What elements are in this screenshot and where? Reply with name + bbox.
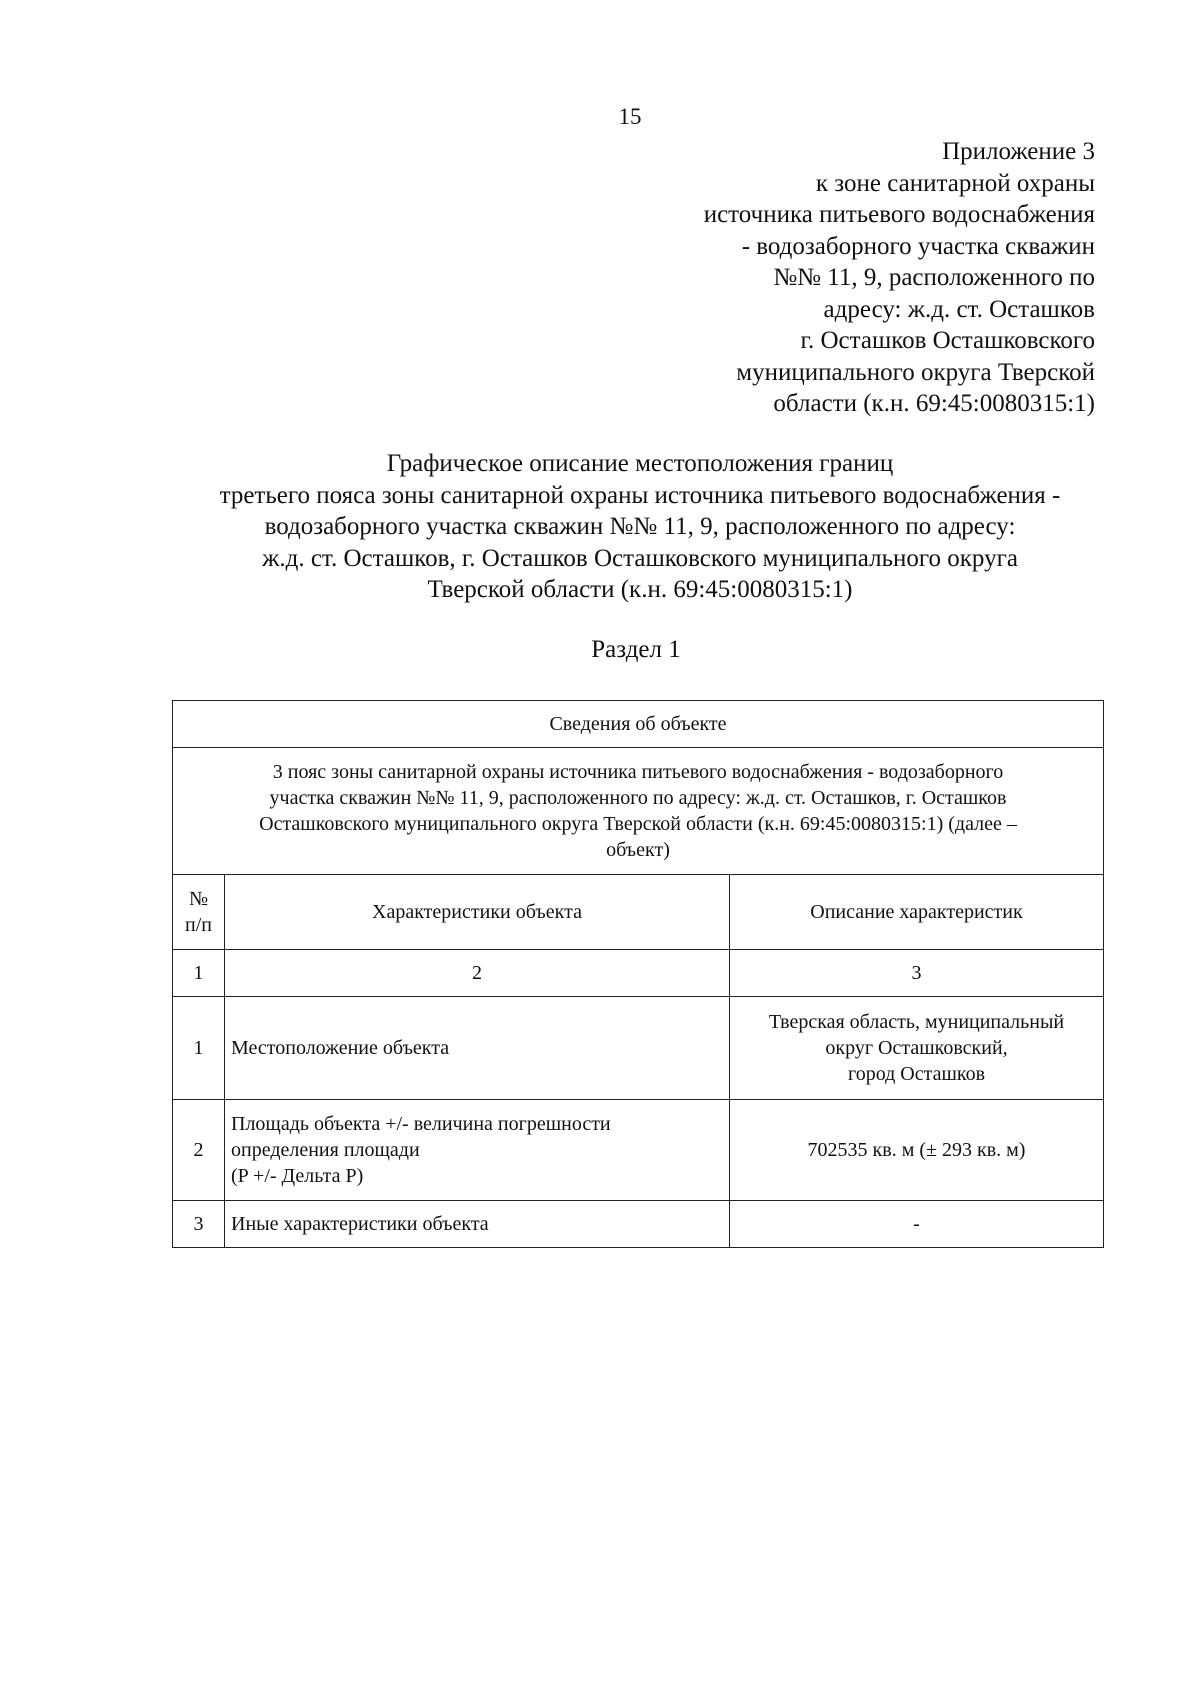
row-characteristic-line: Иные характеристики объекта xyxy=(231,1213,489,1235)
row-characteristic-line: Местоположение объекта xyxy=(231,1037,450,1059)
column-header-description: Описание характеристик xyxy=(730,875,1104,950)
row-description-line: - xyxy=(913,1213,920,1235)
table-header: Сведения об объекте xyxy=(173,701,1104,748)
object-description-row xyxy=(173,748,1104,875)
column-index: 3 xyxy=(730,950,1104,997)
title-line: водозаборного участка скважин №№ 11, 9, расположенного по адресу: xyxy=(264,513,1016,540)
row-number: 3 xyxy=(173,1201,225,1248)
row-description xyxy=(730,997,1104,1100)
table-row xyxy=(173,1100,1104,1201)
object-line: Осташковского муниципального округа Тверской области (к.н. 69:45:0080315:1) (далее – xyxy=(259,813,1017,835)
row-description xyxy=(730,1201,1104,1248)
appendix-line: области (к.н. 69:45:0080315:1) xyxy=(773,390,1095,417)
column-header-num xyxy=(173,875,225,950)
column-index: 1 xyxy=(173,950,225,997)
column-index: 2 xyxy=(225,950,730,997)
title-line: третьего пояса зоны санитарной охраны источника питьевого водоснабжения - xyxy=(219,481,1061,509)
row-description-line: 702535 кв. м (± 293 кв. м) xyxy=(807,1139,1026,1161)
row-number: 2 xyxy=(173,1100,225,1201)
appendix-line: источника питьевого водоснабжения xyxy=(703,201,1095,228)
row-characteristic xyxy=(225,1100,730,1201)
row-description xyxy=(730,1100,1104,1201)
column-header-num-line: п/п xyxy=(185,914,212,936)
appendix-line: адресу: ж.д. ст. Осташков xyxy=(823,295,1095,323)
page-number: 15 xyxy=(618,104,642,129)
column-header-characteristic: Характеристики объекта xyxy=(225,875,730,950)
object-description xyxy=(173,748,1104,875)
column-index-row xyxy=(173,950,1104,997)
title-line: Тверской области (к.н. 69:45:0080315:1) xyxy=(427,576,853,603)
row-number: 1 xyxy=(173,997,225,1100)
appendix-line: Приложение 3 xyxy=(942,138,1095,165)
row-characteristic-line: определения площади xyxy=(231,1139,420,1161)
row-characteristic-line: Площадь объекта +/- величина погрешности xyxy=(231,1113,611,1135)
row-characteristic-line: (P +/- Дельта P) xyxy=(231,1165,364,1187)
row-characteristic xyxy=(225,1201,730,1248)
appendix-line: - водозаборного участка скважин xyxy=(741,232,1095,260)
title-line: Графическое описание местоположения границ xyxy=(386,450,894,477)
row-description-line: округ Осташковский, xyxy=(825,1037,1008,1059)
table-row xyxy=(173,1201,1104,1248)
object-line: участка скважин №№ 11, 9, расположенного по адресу: ж.д. ст. Осташков, г. Осташков xyxy=(269,787,1007,809)
appendix-line: к зоне санитарной охраны xyxy=(815,169,1095,197)
appendix-line: №№ 11, 9, расположенного по xyxy=(773,264,1095,291)
row-description-line: город Осташков xyxy=(847,1063,986,1085)
appendix-line: г. Осташков Осташковского xyxy=(800,327,1095,354)
table-header-row xyxy=(173,701,1104,748)
appendix-reference xyxy=(495,136,1095,420)
object-line: объект) xyxy=(606,839,670,861)
column-header-row xyxy=(173,875,1104,950)
appendix-line: муниципального округа Тверской xyxy=(736,358,1095,386)
row-characteristic xyxy=(225,997,730,1100)
row-description-line: Тверская область, муниципальный xyxy=(768,1011,1065,1033)
table-row xyxy=(173,997,1104,1100)
column-header-num-line: № xyxy=(188,888,209,910)
document-title xyxy=(140,448,1140,606)
section-title: Раздел 1 xyxy=(591,636,681,663)
object-info-table xyxy=(172,700,1104,1248)
title-line: ж.д. ст. Осташков, г. Осташков Осташковского муниципального округа xyxy=(262,544,1018,572)
object-line: 3 пояс зоны санитарной охраны источника питьевого водоснабжения - водозаборного xyxy=(272,761,1004,783)
